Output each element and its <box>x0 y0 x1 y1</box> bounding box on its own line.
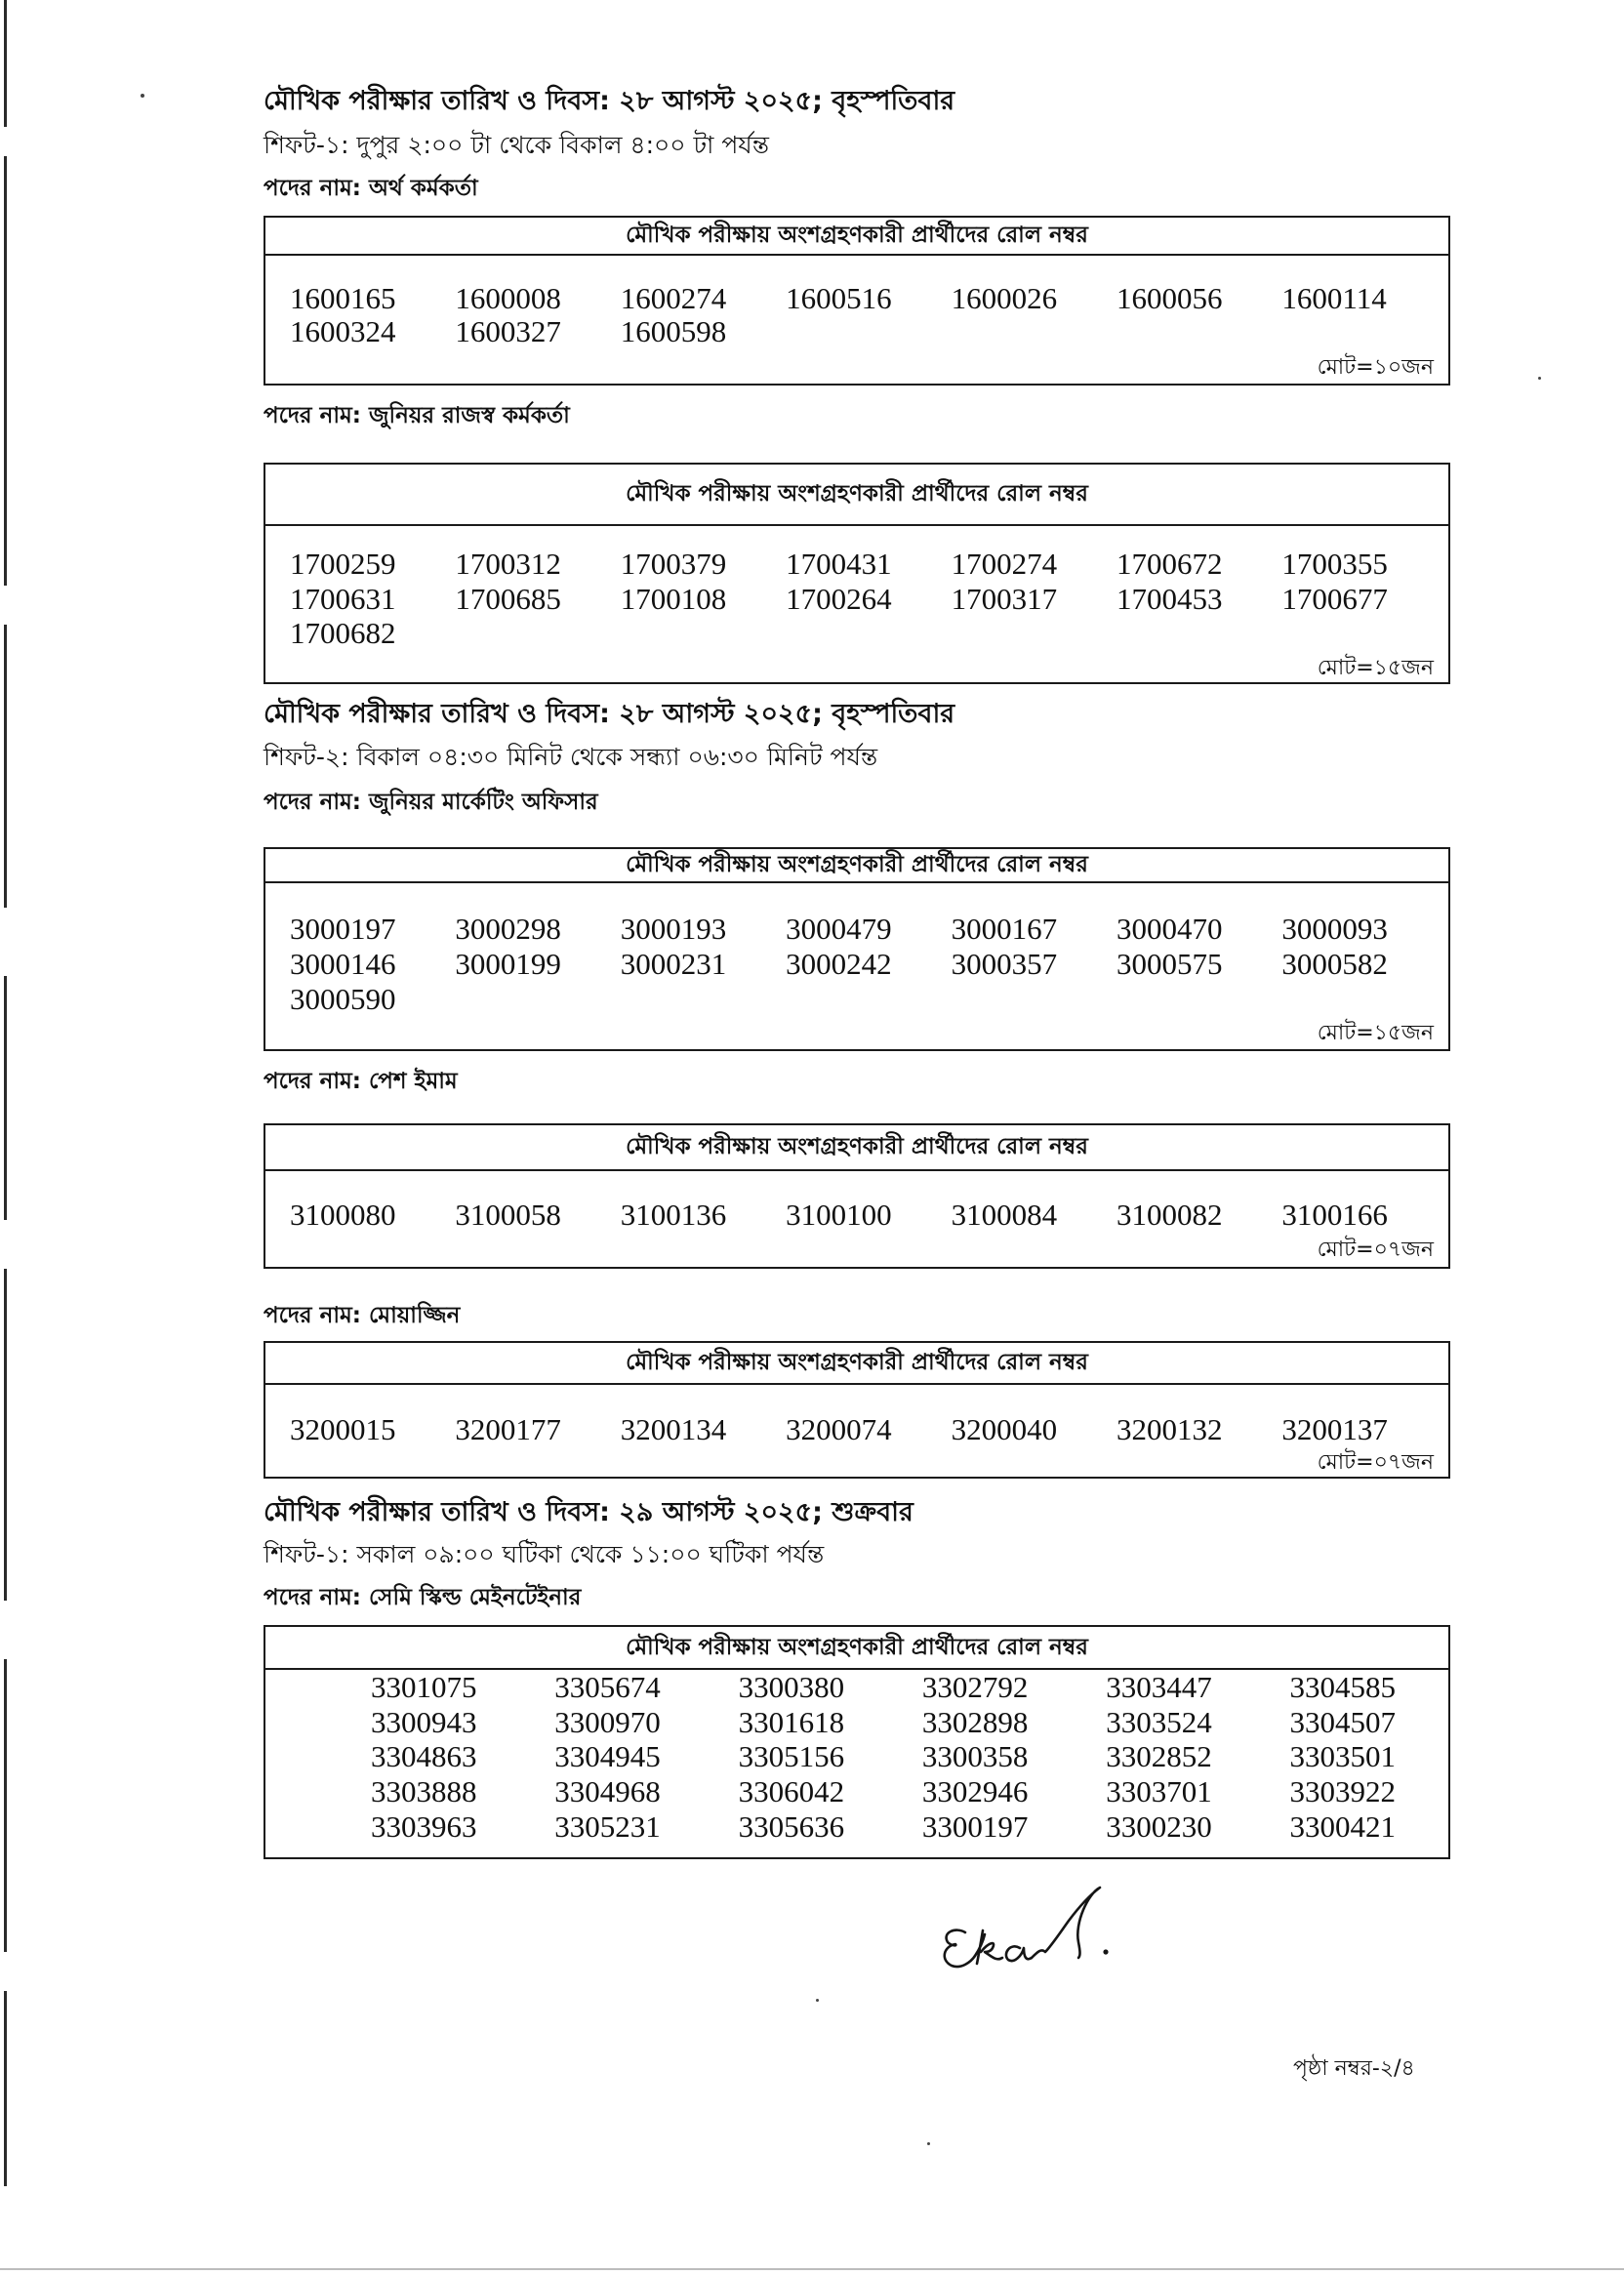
roll-number: 3300970 <box>554 1704 661 1739</box>
roll-number: 3200177 <box>455 1412 561 1446</box>
roll-number: 1600327 <box>455 314 561 348</box>
roll-number: 1700431 <box>786 547 892 581</box>
roll-number: 3200134 <box>620 1412 727 1446</box>
shift-time: শিফট-১: দুপুর ২:০০ টা থেকে বিকাল ৪:০০ টা পর্যন্ত <box>264 131 769 159</box>
roll-number: 3300380 <box>738 1670 845 1704</box>
roll-table-header: মৌখিক পরীক্ষায় অংশগ্রহণকারী প্রার্থীদের রোল নম্বর <box>265 849 1448 883</box>
roll-number-grid <box>290 547 1418 651</box>
roll-number: 3000199 <box>455 947 561 981</box>
roll-number: 3302898 <box>921 1704 1029 1739</box>
roll-table-header: মৌখিক পরীক্ষায় অংশগ্রহণকারী প্রার্থীদের রোল নম্বর <box>265 1125 1448 1171</box>
roll-number: 3100100 <box>786 1198 892 1232</box>
scan-speck <box>1538 377 1541 380</box>
roll-table-header: মৌখিক পরীক্ষায় অংশগ্রহণকারী প্রার্থীদের রোল নম্বর <box>265 465 1448 526</box>
roll-number: 3000242 <box>786 947 892 981</box>
roll-number: 3200015 <box>290 1412 396 1446</box>
roll-number: 3000193 <box>620 912 727 946</box>
roll-number-grid <box>290 1413 1418 1446</box>
roll-number: 3305636 <box>738 1808 845 1844</box>
roll-number: 3302946 <box>921 1774 1029 1809</box>
roll-number: 3000357 <box>951 947 1058 981</box>
roll-number: 3304507 <box>1289 1704 1396 1739</box>
post-name: পদের নাম: জুনিয়র মার্কেটিং অফিসার <box>264 790 598 815</box>
roll-number: 3000167 <box>951 912 1058 946</box>
roll-number: 1700355 <box>1281 547 1388 581</box>
roll-number: 3306042 <box>738 1774 845 1809</box>
roll-total: মোট=১৫জন <box>1317 656 1434 680</box>
roll-table-header: মৌখিক পরীক্ষায় অংশগ্রহণকারী প্রার্থীদের রোল নম্বর <box>265 1627 1448 1670</box>
roll-number: 3000146 <box>290 947 396 981</box>
roll-number: 3303524 <box>1106 1704 1212 1739</box>
roll-number: 3300943 <box>371 1704 477 1739</box>
roll-number: 3300421 <box>1289 1808 1396 1844</box>
roll-number: 3304945 <box>554 1739 661 1774</box>
roll-number: 3303922 <box>1289 1774 1396 1809</box>
roll-table <box>264 216 1450 386</box>
roll-number: 1600026 <box>951 281 1058 315</box>
roll-number: 1600324 <box>290 314 396 348</box>
roll-number: 3304968 <box>554 1774 661 1809</box>
roll-number: 3300230 <box>1106 1808 1212 1844</box>
roll-total: মোট=১০জন <box>1317 355 1434 380</box>
scan-edge-mark <box>4 156 7 586</box>
roll-table <box>264 463 1450 684</box>
roll-table-header: মৌখিক পরীক্ষায় অংশগ্রহণকারী প্রার্থীদের রোল নম্বর <box>265 1343 1448 1385</box>
scan-bottom-edge <box>0 2268 1624 2270</box>
roll-number: 1700631 <box>290 581 396 616</box>
scan-edge-mark <box>4 0 7 127</box>
roll-number: 3000231 <box>620 947 727 981</box>
post-name: পদের নাম: মোয়াজ্জিন <box>264 1303 461 1328</box>
exam-date-heading: মৌখিক পরীক্ষার তারিখ ও দিবস: ২৮ আগস্ট ২০২৫; বৃহস্পতিবার <box>264 699 955 729</box>
roll-number: 1600056 <box>1116 281 1223 315</box>
roll-number: 3300197 <box>921 1808 1029 1844</box>
roll-number: 1700312 <box>455 547 561 581</box>
roll-number: 3200137 <box>1281 1412 1388 1446</box>
roll-number: 3000093 <box>1281 912 1388 946</box>
roll-number: 3000470 <box>1116 912 1223 946</box>
roll-number: 3200040 <box>951 1412 1058 1446</box>
exam-date-heading: মৌখিক পরীক্ষার তারিখ ও দিবস: ২৮ আগস্ট ২০২৫; বৃহস্পতিবার <box>264 86 955 116</box>
roll-number: 3305231 <box>554 1808 661 1844</box>
roll-number: 3305156 <box>738 1739 845 1774</box>
roll-number: 3304863 <box>371 1739 477 1774</box>
page-number: পৃষ্ঠা নম্বর-২/৪ <box>1293 2056 1415 2081</box>
post-name: পদের নাম: জুনিয়র রাজস্ব কর্মকর্তা <box>264 403 570 428</box>
scan-edge-mark <box>4 1659 7 1952</box>
roll-number-grid <box>290 282 1418 348</box>
roll-table-header: মৌখিক পরীক্ষায় অংশগ্রহণকারী প্রার্থীদের রোল নম্বর <box>265 218 1448 256</box>
roll-number: 3000582 <box>1281 947 1388 981</box>
roll-total: মোট=০৭জন <box>1317 1450 1434 1475</box>
roll-number: 1600165 <box>290 281 396 315</box>
roll-number: 3000298 <box>455 912 561 946</box>
roll-number: 1600516 <box>786 281 892 315</box>
exam-date-heading: মৌখিক পরীক্ষার তারিখ ও দিবস: ২৯ আগস্ট ২০২৫; শুক্রবার <box>264 1497 914 1527</box>
scan-speck <box>816 1999 819 2002</box>
roll-number: 1700264 <box>786 581 892 616</box>
roll-number: 3000575 <box>1116 947 1223 981</box>
roll-number: 3303888 <box>371 1774 477 1809</box>
roll-number: 3100166 <box>1281 1198 1388 1232</box>
scan-edge-mark <box>4 1269 7 1601</box>
roll-number-grid <box>371 1670 1436 1844</box>
roll-number: 3302852 <box>1106 1739 1212 1774</box>
roll-table <box>264 847 1450 1051</box>
post-name: পদের নাম: অর্থ কর্মকর্তা <box>264 176 478 201</box>
scan-edge-mark <box>4 625 7 908</box>
roll-number: 1700317 <box>951 581 1058 616</box>
roll-number: 3000590 <box>290 982 396 1016</box>
roll-number: 3100084 <box>951 1198 1058 1232</box>
roll-number: 3301618 <box>738 1704 845 1739</box>
roll-number: 1700453 <box>1116 581 1223 616</box>
post-name: পদের নাম: সেমি স্কিল্ড মেইনটেইনার <box>264 1585 582 1610</box>
roll-number: 3300358 <box>921 1739 1029 1774</box>
roll-number: 1700682 <box>290 616 396 650</box>
signature <box>932 1874 1127 1981</box>
roll-number: 3100080 <box>290 1198 396 1232</box>
roll-number: 1700108 <box>620 581 727 616</box>
roll-total: মোট=১৫জন <box>1317 1021 1434 1045</box>
roll-number: 3303701 <box>1106 1774 1212 1809</box>
roll-number: 3000479 <box>786 912 892 946</box>
roll-number: 3304585 <box>1289 1670 1396 1704</box>
roll-table <box>264 1123 1450 1269</box>
roll-number: 1700672 <box>1116 547 1223 581</box>
scan-edge-mark <box>4 1991 7 2186</box>
roll-number: 3303501 <box>1289 1739 1396 1774</box>
roll-table <box>264 1625 1450 1859</box>
roll-number: 3200132 <box>1116 1412 1223 1446</box>
roll-number: 1700259 <box>290 547 396 581</box>
roll-number: 3303447 <box>1106 1670 1212 1704</box>
roll-number: 3100136 <box>620 1198 727 1232</box>
roll-number: 3303963 <box>371 1808 477 1844</box>
roll-number: 3305674 <box>554 1670 661 1704</box>
roll-number: 1600114 <box>1281 281 1387 315</box>
roll-number: 1600598 <box>620 314 727 348</box>
roll-number: 1700274 <box>951 547 1058 581</box>
roll-total: মোট=০৭জন <box>1317 1238 1434 1262</box>
roll-number: 1600274 <box>620 281 727 315</box>
scan-speck <box>141 94 144 98</box>
post-name: পদের নাম: পেশ ইমাম <box>264 1069 458 1094</box>
roll-number-grid <box>290 1198 1418 1232</box>
roll-number: 1700379 <box>620 547 727 581</box>
roll-number: 3302792 <box>921 1670 1029 1704</box>
scan-edge-mark <box>4 976 7 1220</box>
roll-number: 1700677 <box>1281 581 1388 616</box>
roll-number-grid <box>290 912 1418 1017</box>
roll-table <box>264 1341 1450 1479</box>
roll-number: 3100058 <box>455 1198 561 1232</box>
roll-number: 3301075 <box>371 1670 477 1704</box>
shift-time: শিফট-২: বিকাল ০৪:৩০ মিনিট থেকে সন্ধ্যা ০৬:৩০ মিনিট পর্যন্ত <box>264 743 878 771</box>
roll-number: 1700685 <box>455 581 561 616</box>
roll-number: 3100082 <box>1116 1198 1223 1232</box>
roll-number: 3000197 <box>290 912 396 946</box>
scan-speck <box>927 2142 930 2145</box>
shift-time: শিফট-১: সকাল ০৯:০০ ঘটিকা থেকে ১১:০০ ঘটিকা পর্যন্ত <box>264 1540 825 1568</box>
roll-number: 1600008 <box>455 281 561 315</box>
roll-number: 3200074 <box>786 1412 892 1446</box>
